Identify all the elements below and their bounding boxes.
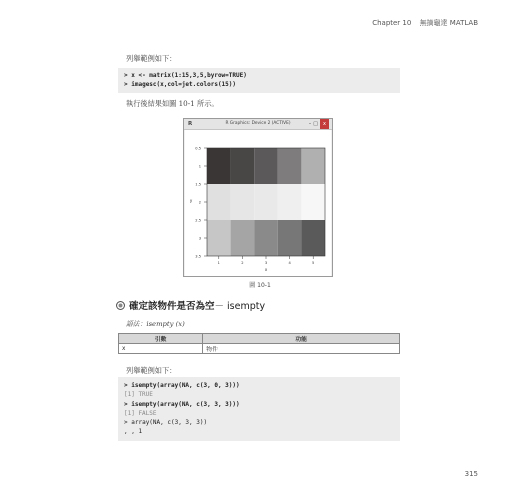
result-intro: 執行後結果如圖 10-1 所示。 <box>126 99 219 108</box>
code-line: , , 1 <box>124 428 143 436</box>
heatmap-cell <box>301 148 325 184</box>
heatmap-cell <box>207 220 231 256</box>
y-tick-label: 3 <box>198 236 201 241</box>
heatmap-cell <box>254 148 278 184</box>
x-tick-label: 1 <box>217 261 220 265</box>
code-line: > x <- matrix(1:15,3,5,byrow=TRUE) <box>124 72 247 79</box>
heatmap-cell <box>207 148 231 184</box>
heatmap-cell <box>278 184 302 220</box>
code-output-line: [1] FALSE <box>124 409 157 417</box>
heatmap-chart <box>185 130 331 276</box>
figure-caption: 圖 10-1 <box>249 282 271 289</box>
code-line: > isempty(array(NA, c(3, 0, 3))) <box>124 382 240 389</box>
table-cell: x <box>119 344 203 354</box>
section-heading <box>116 298 265 312</box>
chapter-label: Chapter 10 <box>372 19 412 27</box>
heatmap-cell <box>254 184 278 220</box>
code-block-2 <box>118 377 400 441</box>
maximize-button[interactable]: □ <box>313 121 321 127</box>
example-intro-1: 列舉範例如下： <box>126 54 177 63</box>
heatmap-cell <box>231 184 255 220</box>
section-bullet-icon <box>116 301 125 310</box>
page-number: 315 <box>464 470 478 478</box>
minimize-button[interactable]: – <box>308 121 314 127</box>
code-line: > isempty(array(NA, c(3, 3, 3))) <box>124 400 240 408</box>
table-cell: 物件 <box>203 344 400 354</box>
heatmap-cell <box>231 148 255 184</box>
chapter-title: 無摘龜達 MATLAB <box>419 19 478 27</box>
table-row <box>119 344 400 354</box>
heatmap-cell <box>301 220 325 256</box>
table-header-row <box>119 334 400 344</box>
y-tick-label: 0.5 <box>195 146 201 151</box>
column-header: 引數 <box>119 334 203 344</box>
arguments-table <box>118 333 400 354</box>
section-title: 確定該物件是否為空 <box>129 301 215 312</box>
example-intro-2: 列舉範例如下： <box>126 366 177 375</box>
y-tick-label: 1.5 <box>195 182 201 187</box>
syntax-line: 語法：isempty (x) <box>126 320 185 328</box>
heatmap-cell <box>254 220 278 256</box>
close-button[interactable]: x <box>320 119 329 129</box>
x-tick-label: 3 <box>264 261 268 265</box>
r-graphics-window <box>183 118 333 277</box>
y-axis-label: y <box>189 198 193 203</box>
running-header <box>366 18 478 28</box>
y-tick-label: 2.5 <box>195 218 201 223</box>
x-tick-label: 5 <box>312 261 315 265</box>
section-title-function: － isempty <box>214 301 266 312</box>
code-line: > imagesc(x,col=jet.colors(15)) <box>124 81 237 89</box>
y-tick-label: 1 <box>198 164 201 169</box>
heatmap-cell <box>278 220 302 256</box>
column-header: 功能 <box>203 334 400 344</box>
y-tick-label: 3.5 <box>195 254 201 259</box>
x-tick-label: 2 <box>241 261 244 265</box>
code-block-1 <box>118 68 400 93</box>
window-titlebar[interactable] <box>184 119 332 130</box>
code-line: > array(NA, c(3, 3, 3)) <box>124 419 208 427</box>
code-output-line: [1] TRUE <box>124 391 153 399</box>
x-tick-label: 4 <box>288 261 291 265</box>
x-axis-label: x <box>264 267 268 272</box>
heatmap-cell <box>231 220 255 256</box>
heatmap-cell <box>207 184 231 220</box>
r-app-icon: R <box>188 121 193 127</box>
window-title: R Graphics: Device 2 (ACTIVE) <box>225 121 291 126</box>
y-tick-label: 2 <box>198 200 201 205</box>
plot-area <box>185 130 331 276</box>
heatmap-cell <box>278 148 302 184</box>
heatmap-cell <box>301 184 325 220</box>
